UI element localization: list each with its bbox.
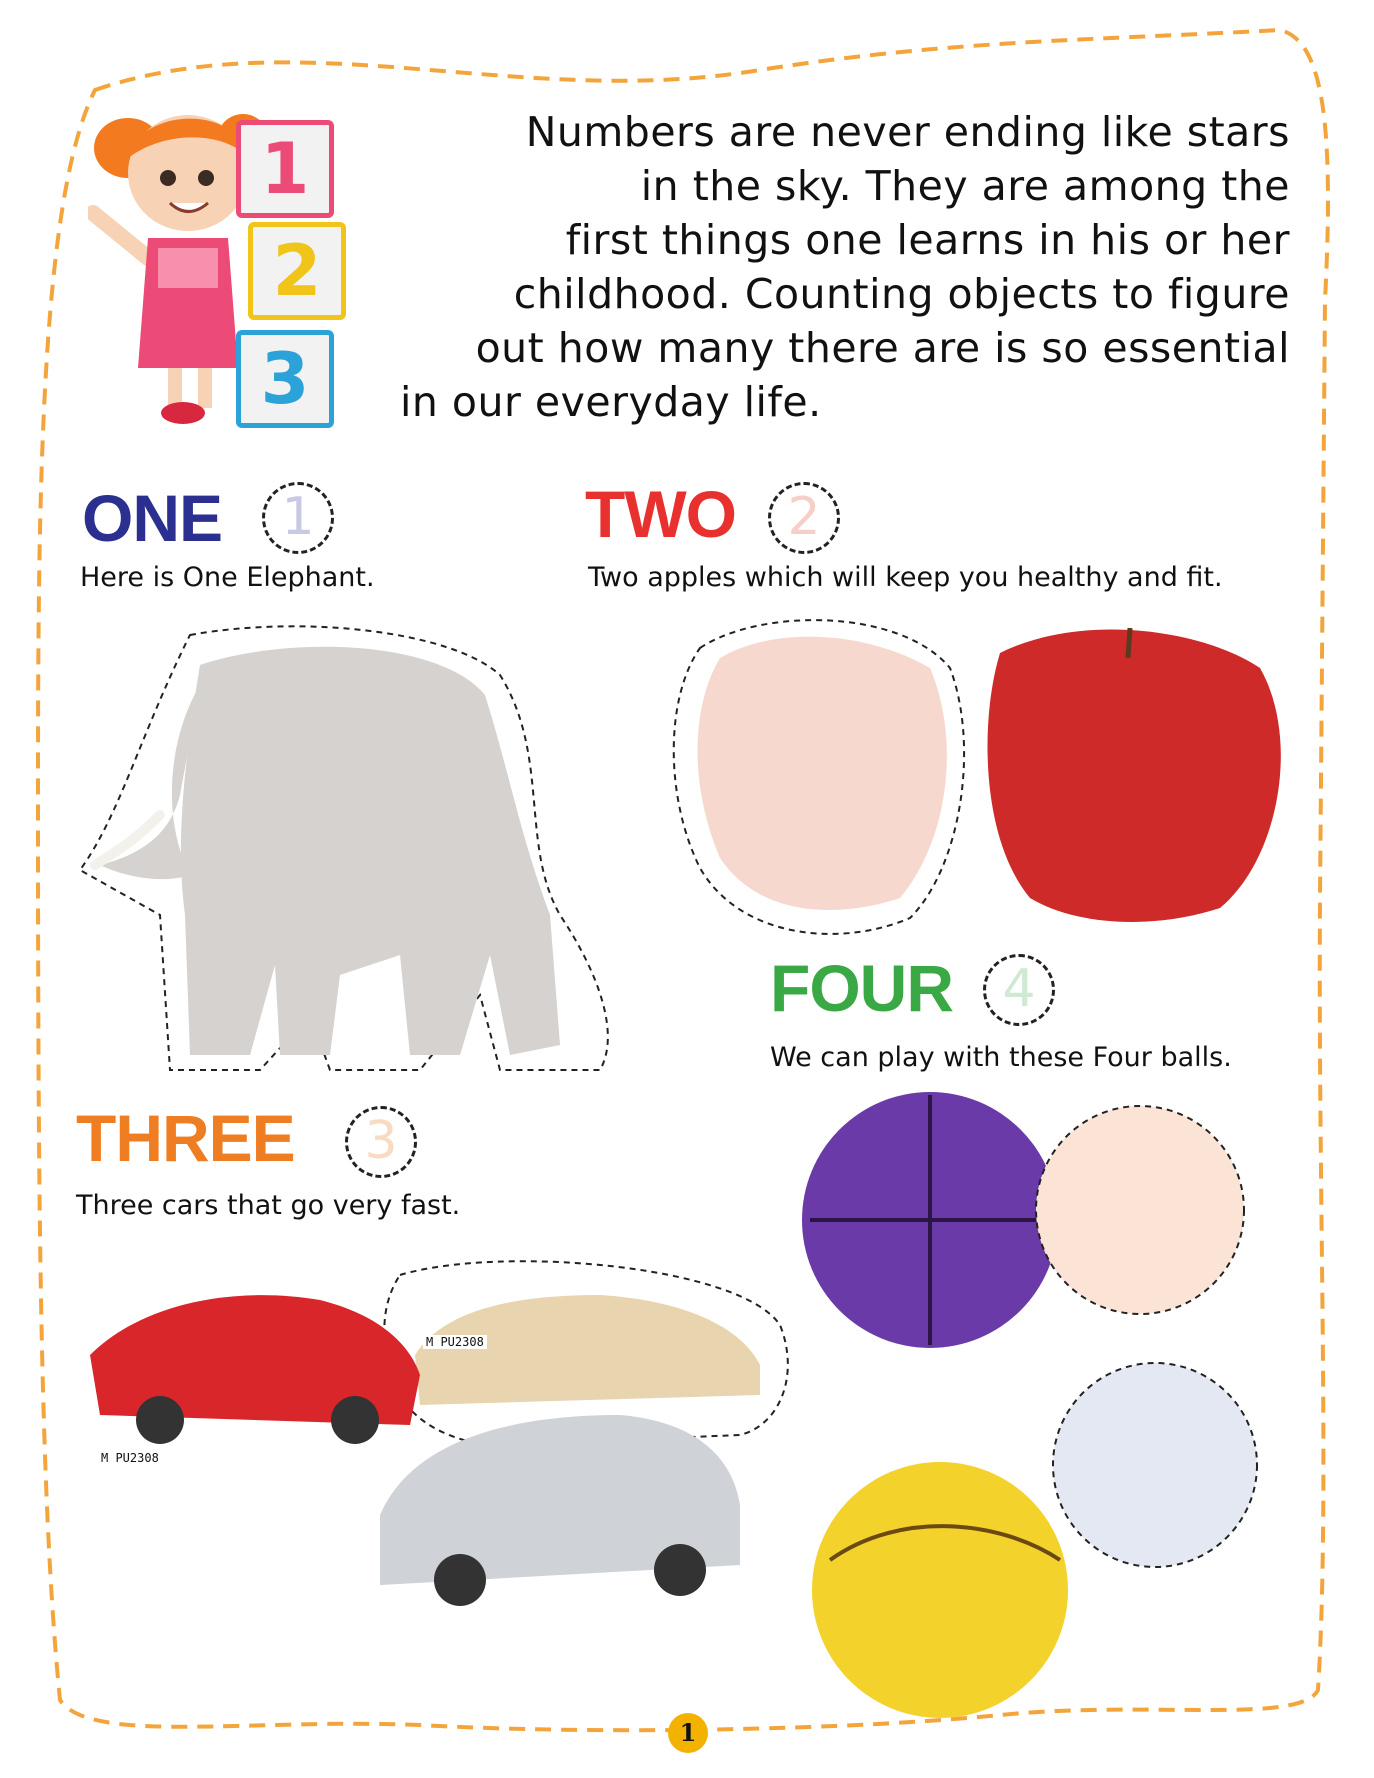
number-block-3 [236, 330, 334, 428]
license-plate: M PU2308 [423, 1335, 487, 1349]
intro-paragraph [400, 105, 1300, 429]
intro-line: in the sky. They are among the [640, 162, 1290, 210]
intro-line: childhood. Counting objects to figure [513, 270, 1290, 318]
block-number-label: 1 [260, 128, 310, 210]
heading-three: THREE [76, 1101, 295, 1175]
intro-line: first things one learns in his or her [565, 216, 1290, 264]
caption-three: Three cars that go very fast. [76, 1190, 461, 1221]
heading-two: TWO [585, 477, 736, 551]
cars-group [80, 1245, 800, 1705]
intro-line: in our everyday life. [400, 378, 822, 426]
apples-group [660, 608, 1300, 938]
number-circle-four: 4 [983, 954, 1055, 1026]
caption-two: Two apples which will keep you healthy and fit. [588, 562, 1223, 593]
intro-line: Numbers are never ending like stars [525, 108, 1290, 156]
number-circle-one: 1 [262, 482, 334, 554]
blue-ball-cutout [1053, 1363, 1257, 1567]
gold-car-cutout [415, 1295, 760, 1405]
heading-four: FOUR [770, 951, 953, 1025]
number-circle-three: 3 [345, 1106, 417, 1178]
number-block-1 [236, 120, 334, 218]
heading-one: ONE [82, 481, 223, 555]
block-number-label: 3 [260, 338, 310, 420]
caption-one: Here is One Elephant. [80, 562, 375, 593]
license-plate: M PU2308 [98, 1451, 162, 1465]
page-number: 1 [668, 1713, 708, 1753]
intro-line: out how many there are is so essential [475, 324, 1290, 372]
yellow-ball [812, 1462, 1068, 1718]
balls-group [800, 1090, 1320, 1730]
number-block-2 [248, 222, 346, 320]
elephant-cutout [80, 615, 620, 1085]
block-number-label: 2 [272, 230, 322, 312]
peach-ball-cutout [1036, 1106, 1244, 1314]
number-circle-two: 2 [768, 482, 840, 554]
caption-four: We can play with these Four balls. [770, 1042, 1232, 1073]
